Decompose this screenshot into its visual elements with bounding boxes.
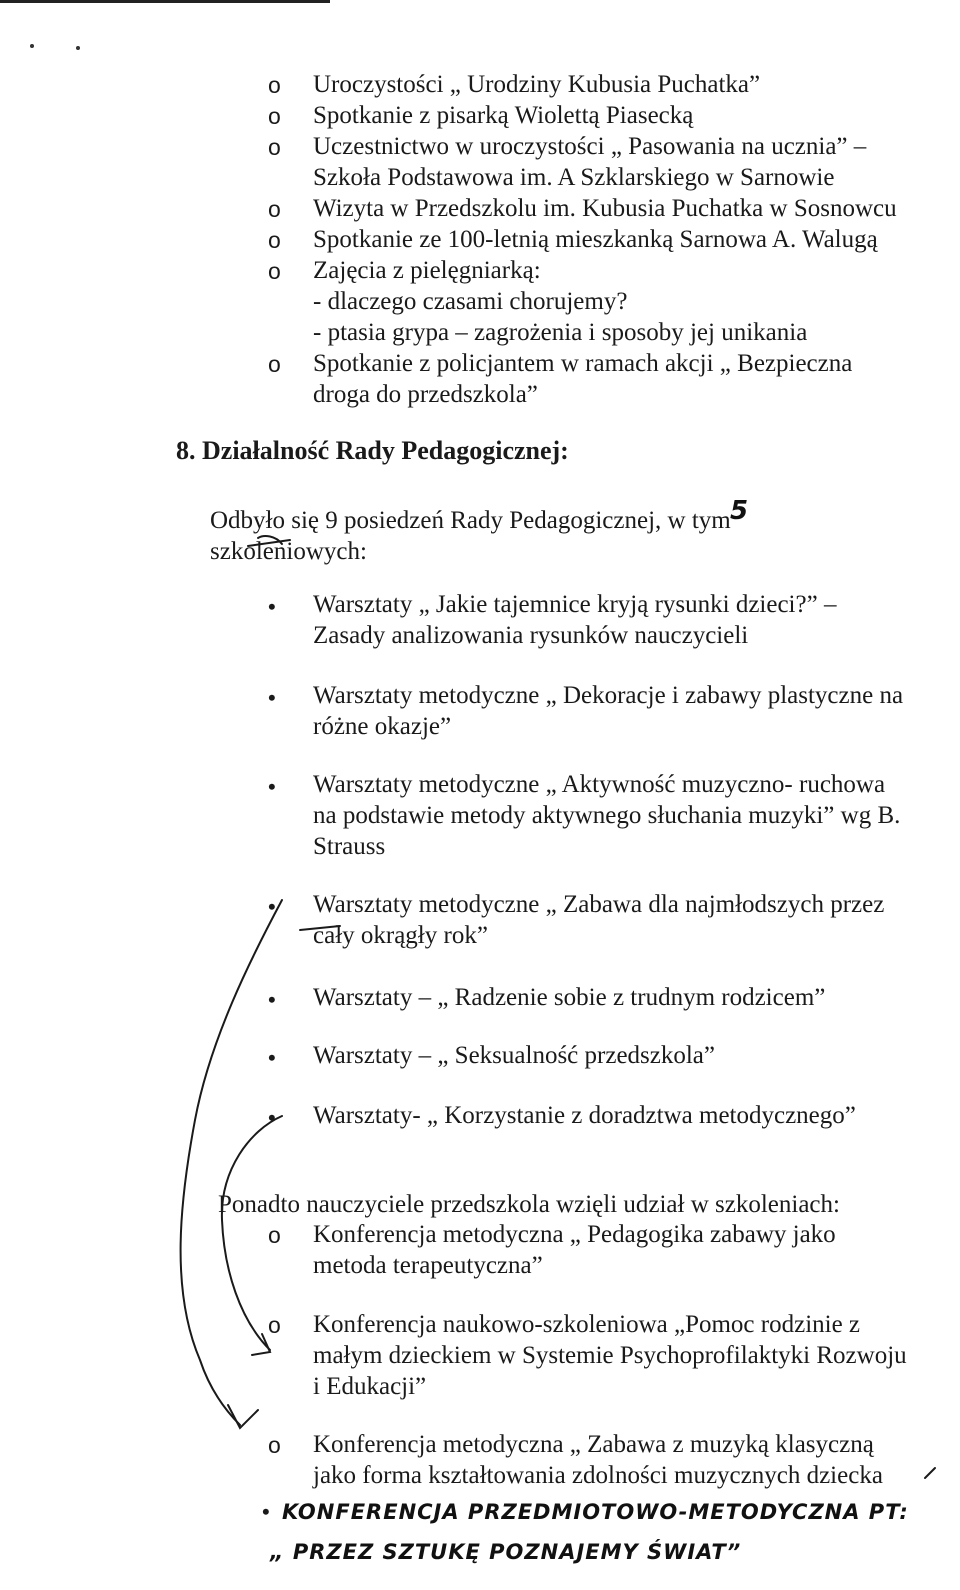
training-text: i Edukacji” — [313, 1373, 427, 1400]
list-bullet: • — [268, 594, 276, 619]
list-marker: o — [268, 134, 281, 160]
list-item-text: Spotkanie z policjantem w ramach akcji „ Bezpieczna — [313, 350, 853, 377]
list-bullet: • — [268, 1045, 276, 1070]
training-text: małym dzieckiem w Systemie Psychoprofilaktyki Rozwoju — [313, 1342, 907, 1369]
list-bullet: • — [268, 1105, 276, 1130]
speck — [76, 46, 80, 50]
speck — [30, 44, 34, 48]
arrow-line — [181, 900, 282, 1425]
list-item-text: Szkoła Podstawowa im. A Szklarskiego w Sarnowie — [313, 164, 835, 191]
list-marker: o — [268, 1312, 281, 1338]
list-marker: o — [268, 351, 281, 377]
workshop-text: Warsztaty metodyczne „ Zabawa dla najmłodszych przez — [313, 891, 885, 918]
list-item-text: Spotkanie z pisarką Wiolettą Piasecką — [313, 102, 694, 129]
list-item-text: Spotkanie ze 100-letnią mieszkanką Sarnowa A. Walugą — [313, 226, 878, 253]
workshop-text: Strauss — [313, 833, 386, 860]
workshop-text: Zasady analizowania rysunków nauczycieli — [313, 622, 749, 649]
list-item-text: Uroczystości „ Urodziny Kubusia Puchatka” — [313, 71, 761, 98]
additional-intro: Ponadto nauczyciele przedszkola wzięli udział w szkoleniach: — [218, 1191, 840, 1218]
list-bullet: • — [268, 894, 276, 919]
list-item-text: Zajęcia z pielęgniarką: — [313, 257, 541, 284]
workshop-text: cały okrągły rok” — [313, 922, 488, 949]
list-item-text: - dlaczego czasami chorujemy? — [313, 288, 628, 315]
list-bullet: • — [268, 685, 276, 710]
training-text: Konferencja metodyczna „ Pedagogika zabawy jako — [313, 1221, 836, 1248]
intro-line: szkoleniowych: — [210, 538, 367, 565]
list-item-text: - ptasia grypa – zagrożenia i sposoby jej unikania — [313, 319, 808, 346]
list-marker: o — [268, 1222, 281, 1248]
tick-mark — [925, 1468, 935, 1478]
handwritten-line: KONFERENCJA PRZEDMIOTOWO-METODYCZNA PT: — [282, 1500, 909, 1524]
workshop-text: Warsztaty – „ Radzenie sobie z trudnym rodzicem” — [313, 984, 826, 1011]
list-bullet: • — [268, 774, 276, 799]
list-marker: o — [268, 227, 281, 253]
workshop-text: różne okazje” — [313, 713, 452, 740]
workshop-text: na podstawie metody aktywnego słuchania muzyki” wg B. — [313, 802, 901, 829]
list-bullet: • — [268, 987, 276, 1012]
training-text: jako forma kształtowania zdolności muzycznych dziecka — [313, 1462, 883, 1489]
section-heading: 8. Działalność Rady Pedagogicznej: — [176, 436, 569, 465]
arrowhead — [228, 1405, 258, 1428]
list-marker: o — [268, 72, 281, 98]
training-text: metoda terapeutyczna” — [313, 1252, 543, 1279]
list-item-text: Uczestnictwo w uroczystości „ Pasowania na ucznia” – — [313, 133, 867, 160]
list-marker: o — [268, 103, 281, 129]
workshop-text: Warsztaty – „ Seksualność przedszkola” — [313, 1042, 716, 1069]
training-text: Konferencja metodyczna „ Zabawa z muzyką klasyczną — [313, 1431, 874, 1458]
list-marker: o — [268, 1432, 281, 1458]
workshop-text: Warsztaty- „ Korzystanie z doradztwa metodycznego” — [313, 1102, 856, 1129]
workshop-text: Warsztaty „ Jakie tajemnice kryją rysunki dzieci?” – — [313, 591, 837, 618]
handwritten-correction: 5 — [730, 496, 750, 526]
list-marker: o — [268, 196, 281, 222]
list-marker: o — [268, 258, 281, 284]
workshop-text: Warsztaty metodyczne „ Dekoracje i zabawy plastyczne na — [313, 682, 904, 709]
list-bullet: • — [262, 1499, 270, 1524]
workshop-text: Warsztaty metodyczne „ Aktywność muzyczno- ruchowa — [313, 771, 886, 798]
training-text: Konferencja naukowo-szkoleniowa „Pomoc rodzinie z — [313, 1311, 861, 1338]
list-item-text: Wizyta w Przedszkolu im. Kubusia Puchatka w Sosnowcu — [313, 195, 897, 222]
list-item-text: droga do przedszkola” — [313, 381, 538, 408]
handwritten-line: „ PRZEZ SZTUKĘ POZNAJEMY ŚWIAT” — [270, 1540, 742, 1564]
top-edge-line — [0, 0, 330, 3]
intro-line: Odbyło się 9 posiedzeń Rady Pedagogicznej, w tym — [210, 507, 731, 534]
